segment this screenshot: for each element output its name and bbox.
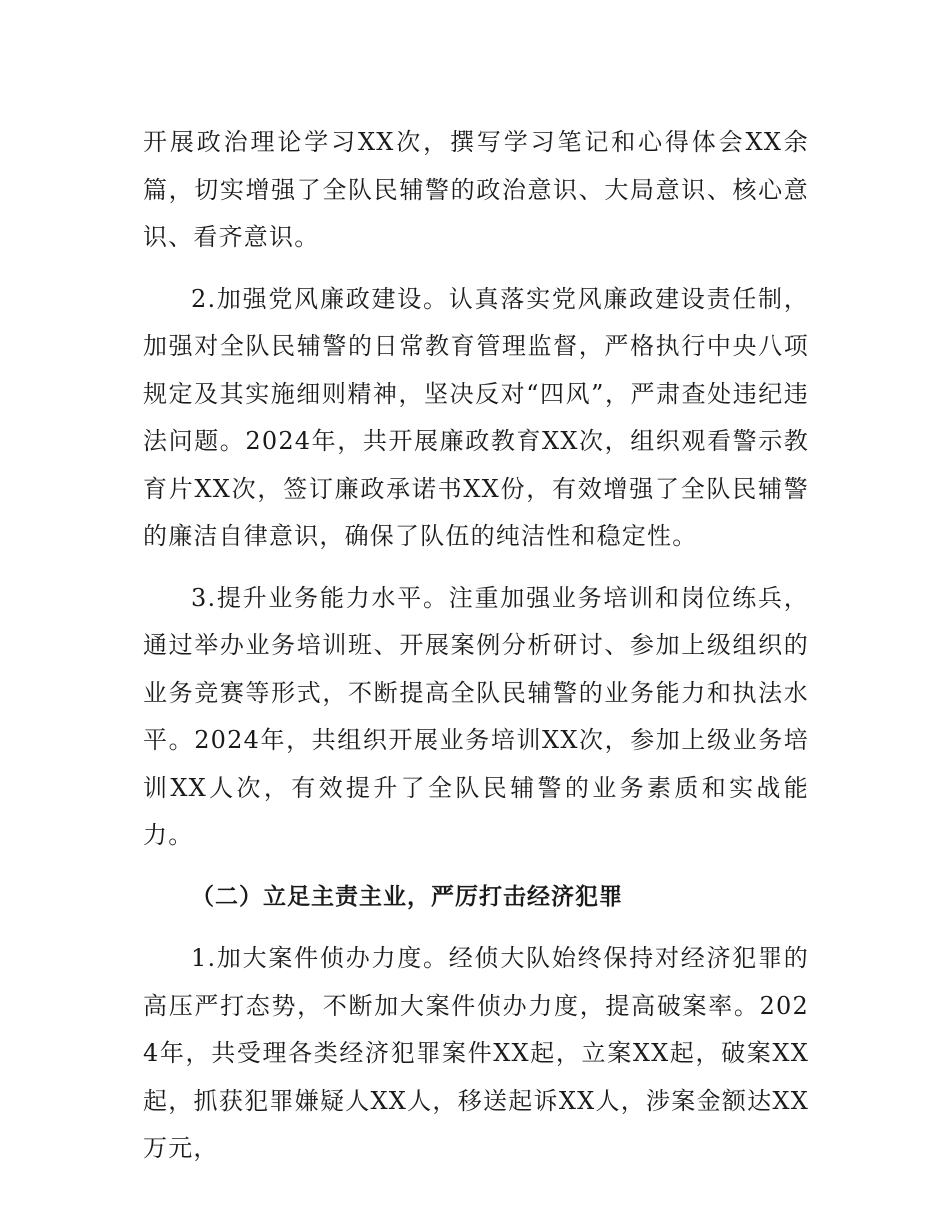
paragraph-business-capability: 3.提升业务能力水平。注重加强业务培训和岗位练兵，通过举办业务培训班、开展案例分析研讨、参加上级组织的业务竞赛等形式，不断提高全队民辅警的业务能力和执法水平。2024年，共组织开展业务培训XX次，参加上级业务培训XX人次，有效提升了全队民辅警的业务素质和实战能力。: [143, 583, 809, 849]
paragraph-party-integrity: 2.加强党风廉政建设。认真落实党风廉政建设责任制，加强对全队民辅警的日常教育管理监督，严格执行中央八项规定及其实施细则精神，坚决反对“四风”，严肃查处违纪违法问题。2024年，共开展廉政教育XX次，组织观看警示教育片XX次，签订廉政承诺书XX份，有效增强了全队民辅警的廉洁自律意识，确保了队伍的纯洁性和稳定性。: [143, 284, 809, 550]
document-body: [143, 119, 809, 1187]
paragraph-case-investigation: 1.加大案件侦办力度。经侦大队始终保持对经济犯罪的高压严打态势，不断加大案件侦办力度，提高破案率。2024年，共受理各类经济犯罪案件XX起，立案XX起，破案XX起，抓获犯罪嫌疑人XX人，移送起诉XX人，涉案金额达XX万元，: [143, 944, 809, 1162]
paragraph-continuation: 开展政治理论学习XX次，撰写学习笔记和心得体会XX余篇，切实增强了全队民辅警的政治意识、大局意识、核心意识、看齐意识。: [143, 128, 809, 251]
section-heading: （二）立足主责主业，严厉打击经济犯罪: [191, 883, 623, 910]
